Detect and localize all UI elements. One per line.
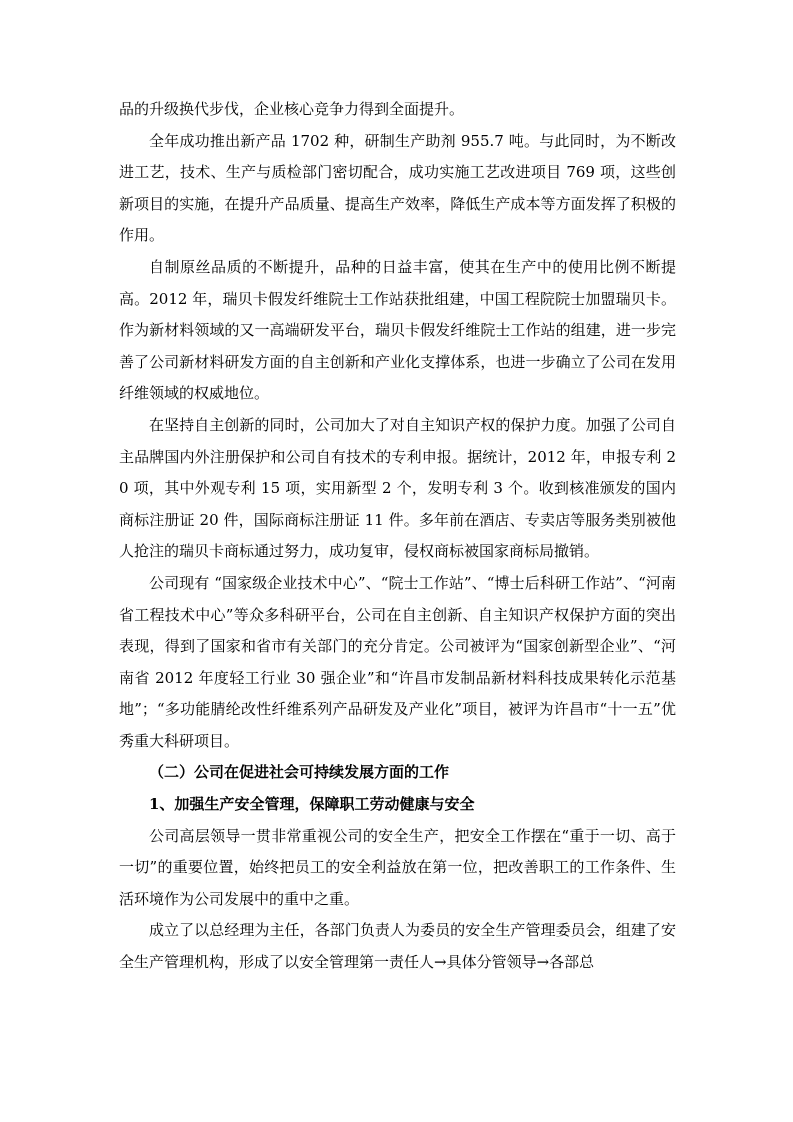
paragraph-fiber-quality: 自制原丝品质的不断提升，品种的日益丰富，使其在生产中的使用比例不断提高。2012 年，瑞贝卡假发纤维院士工作站获批组建，中国工程院院士加盟瑞贝卡。作为新材料领域的又一高端研发平台，瑞贝卡假发纤维院士工作站的组建，进一步完善了公司新材料研发方面的自主创新和产业化支撑体系，也进一步确立了公司在发用纤维领域的权威地位。 [119,257,676,403]
section-heading: （二）公司在促进社会可持续发展方面的工作 [149,763,450,782]
sub-heading: 1、加强生产安全管理，保障职工劳动健康与安全 [149,795,475,814]
paragraph-safety-committee: 成立了以总经理为主任，各部门负责人为委员的安全生产管理委员会，组建了安全生产管理机构，形成了以安全管理第一责任人→具体分管领导→各部总 [119,921,676,972]
paragraph-safety-priority: 公司高层领导一贯非常重视公司的安全生产，把安全工作摆在“重于一切、高于一切”的重要位置，始终把员工的安全利益放在第一位，把改善职工的工作条件、生活环境作为公司发展中的重中之重。 [119,826,676,908]
paragraph-ip-protection: 在坚持自主创新的同时，公司加大了对自主知识产权的保护力度。加强了公司自主品牌国内外注册保护和公司自有技术的专利申报。据统计，2012 年，申报专利 20 项，其中外观专利 15 项，实用新型 2 个，发明专利 3 个。收到核准颁发的国内商标注册证 20 件，国际商标注册证 11 件。多年前在酒店、专卖店等服务类别被他人抢注的瑞贝卡商标通过努力，成功复审，侵权商标被国家商标局撤销。 [119,415,676,561]
document-page [119,94,676,979]
paragraph-continuation: 品的升级换代步伐，企业核心竞争力得到全面提升。 [119,100,465,118]
paragraph-research-platforms: 公司现有 “国家级企业技术中心”、“院士工作站”、“博士后科研工作站”、“河南省工程技术中心”等众多科研平台，公司在自主创新、自主知识产权保护方面的突出表现，得到了国家和省市有关部门的充分肯定。公司被评为“国家创新型企业”、“河南省 2012 年度轻工行业 30 强企业”和“许昌市发制品新材料科技成果转化示范基地”；“多功能腈纶改性纤维系列产品研发及产业化”项目，被评为许昌市“十一五”优秀重大科研项目。 [119,573,676,750]
paragraph-new-products: 全年成功推出新产品 1702 种，研制生产助剂 955.7 吨。与此同时，为不断改进工艺，技术、生产与质检部门密切配合，成功实施工艺改进项目 769 项，这些创新项目的实施，在提升产品质量、提高生产效率，降低生产成本等方面发挥了积极的作用。 [119,131,676,245]
